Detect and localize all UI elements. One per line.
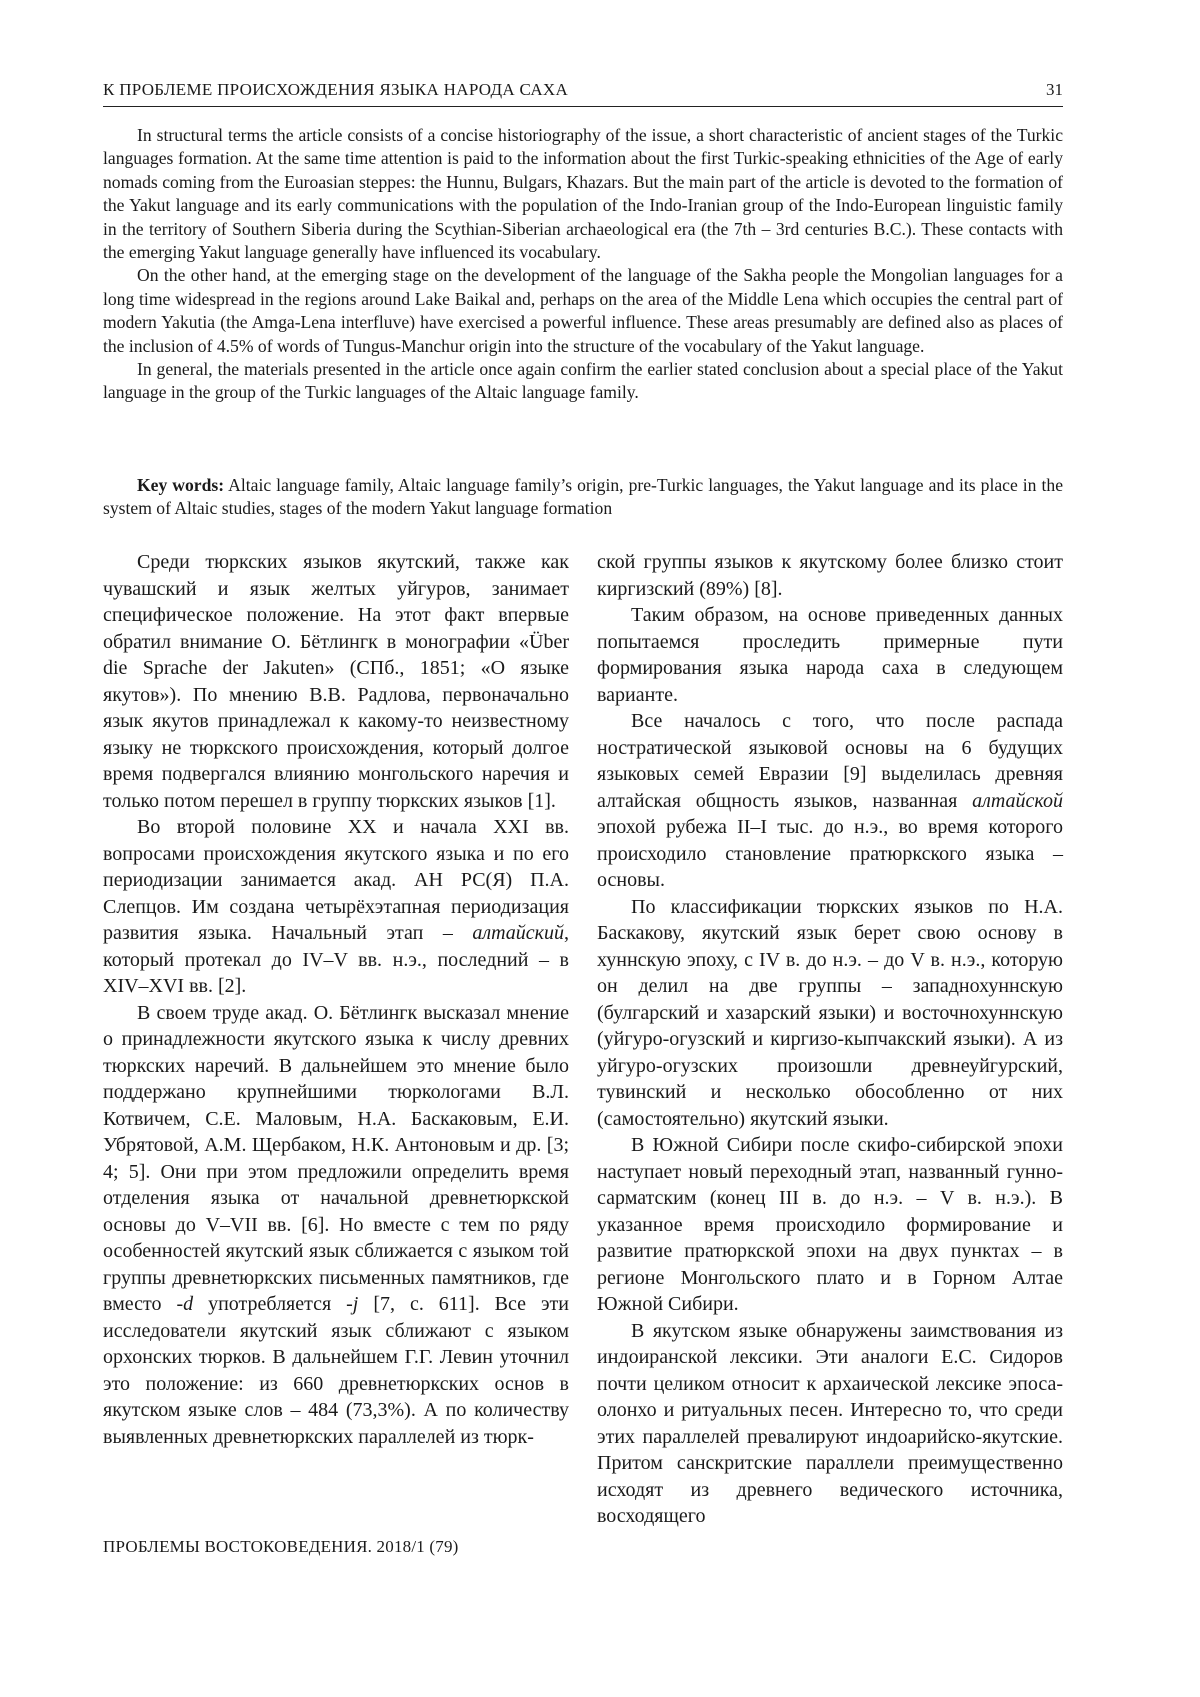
keywords-label: Key words:: [137, 475, 225, 495]
italic-term: алтайской: [972, 789, 1063, 812]
running-header: [103, 80, 1063, 107]
text-run: Во второй половине XX и начала XXI вв. вопросами происхождения якутского языка и по его периодизации занимается акад. АН РС(Я) П.А. Слепцов. Им создана четырёхэтапная периодизация развития языка. Начальный этап –: [103, 816, 569, 944]
italic-term: -d: [176, 1293, 194, 1315]
body-paragraph: [597, 708, 1063, 894]
text-run: В своем труде акад. О. Бётлингк высказал мнение о принадлежности якутского языка к числу древних тюркских наречий. В дальнейшем это мнение было поддержано крупнейшими тюркологами В.Л. Котвичем, С.Е. Маловым, Н.А. Баскаковым, Е.И. Убрятовой, А.М. Щербаком, Н.К. Антоновым и др. [3; 4; 5]. Они при этом предложили определить время отделения языка от начальной древнетюркской основы до V–VII вв. [6]. Но вместе с тем по ряду особенностей якутский язык сближается с языком той группы древнетюркских письменных памятников, где вместо: [103, 1001, 569, 1315]
text-run: употребляется: [193, 1293, 347, 1315]
abstract-paragraph: In structural terms the article consists of a concise historiography of the issue, a short characteristic of ancient stages of the Turkic languages formation. At the same time attention is paid to the information about the first Turkic-speaking ethnicities of the Age of early nomads coming from the Euroasian steppes: the Hunnu, Bulgars, Khazars. But the main part of the article is devoted to the formation of the Yakut language and its early communications with the population of the Indo-Iranian group of the Indo-European linguistic family in the territory of Southern Siberia during the Scythian-Siberian archaeological era (the 7th – 3rd centuries B.C.). These contacts with the emerging Yakut language generally have influenced its vocabulary.: [103, 125, 1063, 263]
abstract-paragraph: In general, the materials presented in the article once again confirm the earlier stated conclusion about a special place of the Yakut language in the group of the Turkic languages of the Altaic language family.: [103, 359, 1063, 403]
body-paragraph: [103, 814, 569, 1000]
keywords-paragraph: [103, 474, 1063, 521]
body-paragraph: Таким образом, на основе приведенных данных попытаемся проследить примерные пути формирования языка народа саха в следующем варианте.: [597, 604, 1063, 706]
text-run: [7, с. 611]. Все эти исследователи якутский язык сближают с языком орхонских тюрков. В дальнейшем Г.Г. Левин уточнил это положение: из 660 древнетюркских основ в якутском языке слов – 484 (73,3%). А по количеству выявленных древнетюркских параллелей из тюрк-: [103, 1293, 569, 1448]
body-paragraph-continued: ской группы языков к якутскому более близко стоит киргизский (89%) [8].: [597, 551, 1063, 600]
body-paragraph: Среди тюркских языков якутский, также как чувашский и язык желтых уйгуров, занимает специфическое положение. На этот факт впервые обратил внимание О. Бётлингк в монографии «Über die Sprache der Jakuten» (СПб., 1851; «О языке якутов»). По мнению В.В. Радлова, первоначально язык якутов принадлежал к какому-то неизвестному языку не тюркского происхождения, который долгое время подвергался влиянию монгольского наречия и только потом перешел в группу тюркских языков [1].: [103, 551, 569, 812]
running-title: К ПРОБЛЕМЕ ПРОИСХОЖДЕНИЯ ЯЗЫКА НАРОДА САХА: [103, 80, 569, 99]
text-run: эпохой рубежа II–I тыс. до н.э., во время которого происходило становление пратюркского языка – основы.: [597, 816, 1063, 891]
abstract-paragraph: On the other hand, at the emerging stage on the development of the language of the Sakha people the Mongolian languages for a long time widespread in the regions around Lake Baikal and, perhaps on the area of the Middle Lena which occupies the central part of modern Yakutia (the Amga-Lena interfluve) have exercised a powerful influence. These areas presumably are defined also as places of the inclusion of 4.5% of words of Tungus-Manchur origin into the structure of the vocabulary of the Yakut language.: [103, 265, 1063, 356]
text-run: , который протекал до IV–V вв. н.э., последний – в XIV–XVI вв. [2].: [103, 922, 569, 997]
italic-term: алтайский: [472, 922, 564, 944]
italic-term: -j: [346, 1293, 359, 1315]
text-run: Все началось с того, что после распада ностратической языковой основы на 6 будущих языковых семей Евразии [9] выделилась древняя алтайская общность языков, названная: [597, 710, 1063, 812]
right-column: [597, 549, 1063, 1530]
page-number: 31: [1046, 80, 1063, 99]
left-column: [103, 549, 569, 1450]
journal-footer: ПРОБЛЕМЫ ВОСТОКОВЕДЕНИЯ. 2018/1 (79): [103, 1537, 459, 1556]
keywords-block: [103, 474, 1063, 521]
keywords-text: Altaic language family, Altaic language family’s origin, pre-Turkic languages, the Yakut language and its place in the system of Altaic studies, stages of the modern Yakut language formation: [103, 475, 1063, 519]
body-paragraph: В якутском языке обнаружены заимствования из индоиранской лексики. Эти аналоги Е.С. Сидоров почти целиком относит к архаической лексике эпоса-олонхо и ритуальных песен. Интересно то, что среди этих параллелей превалируют индоарийско-якутские. Притом санскритские параллели преимущественно исходят из древнего ведического источника, восходящего: [597, 1319, 1063, 1527]
body-paragraph: [103, 1000, 569, 1451]
english-abstract: [103, 124, 1063, 405]
body-paragraph: В Южной Сибири после скифо-сибирской эпохи наступает новый переходный этап, названный гунно-сарматским (конец III в. до н.э. – V в. н.э.). В указанное время происходило формирование и развитие пратюркской эпохи на двух пунктах – в регионе Монгольского плато и в Горном Алтае Южной Сибири.: [597, 1134, 1063, 1315]
body-paragraph: По классификации тюркских языков по Н.А. Баскакову, якутский язык берет свою основу в хуннскую эпоху, с IV в. до н.э. – до V в. н.э., которую он делил на две группы – западнохуннскую (булгарский и хазарский языки) и восточнохуннскую (уйгуро-огузский и киргизо-кыпчакский языки). А из уйгуро-огузских произошли древнеуйгурский, тувинский и несколько обособленно от них (самостоятельно) якутский языки.: [597, 895, 1063, 1130]
